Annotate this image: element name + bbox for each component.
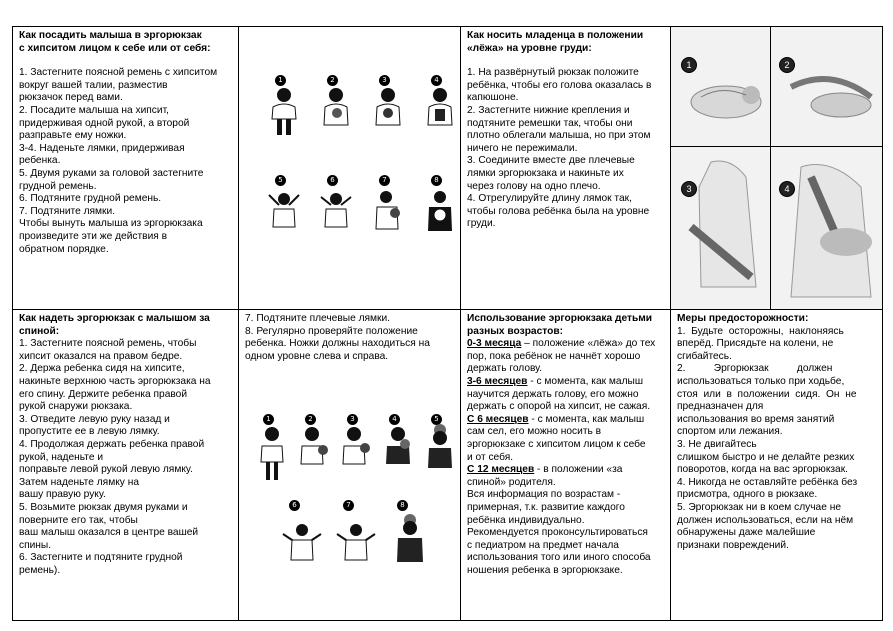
step-line: Затем наденьте лямку на	[19, 476, 139, 488]
step-line: 6. Застегните и подтяните грудной	[19, 552, 183, 564]
step-figure	[387, 500, 433, 560]
step-line: 5. Двумя руками за головой застегните	[19, 167, 204, 179]
baby-carrier-photo-icon	[671, 147, 771, 309]
figure-row-1	[265, 75, 459, 135]
step-line: 2. Посадите малыша на хипсит,	[19, 104, 169, 116]
step-number-badge: 7	[379, 175, 390, 186]
step-line: 5. Возьмите рюкзак двумя руками и	[19, 501, 188, 513]
parent-figure-icon	[421, 175, 459, 235]
step-line: произведите эти же действия в	[19, 230, 168, 242]
step-figure	[295, 414, 333, 474]
age-label: С 12 месяцев	[467, 464, 535, 476]
figure-row-back-1	[253, 414, 459, 474]
parent-figure-icon	[369, 75, 407, 135]
photo-step-1	[671, 27, 771, 147]
photo-step-2	[771, 27, 882, 147]
lying-carry-title-1: Как носить младенца в положении	[467, 30, 644, 41]
age-line: держать с опорой на хипсит, не сажая.	[467, 401, 651, 413]
note-line: Рекомендуется проконсультироваться	[467, 527, 648, 539]
parent-figure-icon	[369, 175, 407, 235]
step-line: ничего не пережимали.	[467, 142, 578, 154]
step-line: ребенка. Ножки должны находиться на	[245, 338, 430, 350]
cell-back-carry	[12, 309, 238, 620]
step-line: 1. На развёрнутый рюкзак положите	[467, 67, 639, 79]
precaution-line: вперёд. Присядьте на колени, не	[677, 338, 834, 350]
note-line: Вся информация по возрастам -	[467, 489, 621, 501]
step-line: спины.	[19, 539, 52, 551]
figure-row-2	[265, 175, 459, 235]
step-line: его спину. Держите ребенка правой	[19, 388, 188, 400]
step-line: пропустите ее в левую лямку.	[19, 426, 160, 438]
age-line	[467, 464, 664, 477]
age-usage-title-2: разных возрастов:	[467, 325, 563, 337]
precaution-line: поворотов, когда на вас эргорюкзак.	[677, 464, 849, 476]
step-line: 7. Подтяните плечевые лямки.	[245, 313, 391, 324]
step-number-badge: 8	[397, 500, 408, 511]
parent-figure-icon	[421, 75, 459, 135]
age-line: держать голову.	[467, 363, 543, 375]
step-number-badge: 4	[389, 414, 400, 425]
baby-carrier-photo-icon	[771, 27, 882, 147]
parent-figure-icon	[279, 500, 325, 566]
age-line: сам сел, его можно носить в	[467, 426, 602, 438]
age-label: С 6 месяцев	[467, 413, 529, 425]
step-line: ваш малыш оказался в центре вашей	[19, 527, 199, 539]
precaution-line: 3. Не двигайтесь	[677, 438, 757, 450]
step-number-badge: 4	[431, 75, 442, 86]
note-line: ребёнка индивидуально.	[467, 514, 585, 526]
step-number-badge: 6	[289, 500, 300, 511]
step-line: через голову на одно плечо.	[467, 180, 601, 192]
back-carry-steps	[19, 338, 232, 577]
age-line: и от себя.	[467, 451, 514, 463]
step-line: 2. Застегните нижние крепления и	[467, 104, 630, 116]
precaution-line: обнаружены даже малейшие	[677, 527, 816, 539]
precaution-line: должен использоваться, если на нём	[677, 514, 854, 526]
parent-figure-icon	[265, 75, 303, 135]
step-line: ребенка.	[19, 155, 61, 167]
precaution-line: спортом или лежания.	[677, 426, 783, 438]
step-number-badge: 2	[327, 75, 338, 86]
parent-figure-icon	[295, 414, 333, 480]
parent-figure-icon	[317, 175, 355, 235]
parent-figure-icon	[387, 500, 433, 566]
step-line: Чтобы вынуть малыша из эргорюкзака	[19, 218, 203, 230]
step-number-badge: 5	[275, 175, 286, 186]
step-line: рукой снаружи рюкзака.	[19, 401, 133, 413]
step-line: рюкзачок перед вами.	[19, 92, 123, 104]
age-text: – положение «лёжа» до тех	[521, 338, 656, 350]
step-line: 3-4. Наденьте лямки, придерживая	[19, 142, 185, 154]
precautions-title: Меры предосторожности:	[677, 313, 809, 324]
precaution-line: предназначен для	[677, 401, 764, 413]
step-line: 7. Подтяните лямки.	[19, 205, 116, 217]
precaution-line: 1. Будьте осторожны, наклоняясь	[677, 325, 844, 337]
precaution-line: сгибайтесь.	[677, 350, 732, 362]
step-line: капюшоне.	[467, 92, 519, 104]
step-number-badge: 7	[343, 500, 354, 511]
step-line: вокруг вашей талии, разместив	[19, 79, 168, 91]
step-line: 2. Держа ребенка сидя на хипсите,	[19, 363, 185, 375]
baby-carrier-photo-icon	[671, 27, 771, 147]
precaution-line: стоя или в положении сидя. Он не	[677, 388, 857, 400]
front-carry-title-1: Как посадить малыша в эргорюкзак	[19, 30, 202, 41]
age-text: - с момента, как малыш	[527, 375, 644, 387]
back-carry-title-1: Как надеть эргорюкзак с малышом за	[19, 313, 210, 324]
age-line	[467, 414, 664, 427]
cell-precautions	[670, 309, 882, 620]
step-number-badge: 6	[327, 175, 338, 186]
photo-number-badge: 3	[681, 181, 697, 197]
cell-back-carry-continued	[238, 309, 460, 620]
precaution-line: 5. Эргорюкзак ни в коем случае не	[677, 501, 841, 513]
step-line: 1. Застегните поясной ремень с хипситом	[19, 67, 218, 79]
baby-carrier-photo-icon	[771, 147, 882, 309]
step-figure	[265, 175, 303, 235]
step-line: лямки эргорюкзака и накиньте их	[467, 167, 624, 179]
step-figure	[279, 500, 325, 560]
cell-front-carry-illustrations	[238, 26, 460, 309]
step-figure	[333, 500, 379, 560]
back-carry-title-2: спиной:	[19, 325, 60, 337]
step-line: разправьте ему ножки.	[19, 130, 127, 142]
note-line: примерная, т.к. развитие каждого	[467, 501, 625, 513]
precaution-line: признаки повреждений.	[677, 539, 789, 551]
step-number-badge: 8	[431, 175, 442, 186]
step-figure	[317, 175, 355, 235]
step-figure	[421, 75, 459, 135]
step-line: рукой, наденьте и	[19, 451, 104, 463]
photo-step-4	[771, 147, 882, 309]
cell-front-carry	[12, 26, 238, 309]
age-line: эргорюкзаке с хипситом лицом к себе	[467, 438, 646, 450]
step-line: хипсит оказался на правом бедре.	[19, 350, 183, 362]
parent-figure-icon	[337, 414, 375, 480]
step-figure	[369, 75, 407, 135]
step-number-badge: 1	[263, 414, 274, 425]
step-line: поверните его так, чтобы	[19, 514, 138, 526]
step-line: поправьте левой рукой левую лямку.	[19, 464, 193, 476]
step-line: подтяните ремешки так, чтобы они	[467, 117, 633, 129]
step-line: грудной ремень.	[19, 180, 97, 192]
parent-figure-icon	[317, 75, 355, 135]
note-line: с педиатром на предмет начала	[467, 539, 619, 551]
step-line: чтобы голова ребёнка была на уровне	[467, 205, 650, 217]
step-line: 4. Отрегулируйте длину лямок так,	[467, 193, 632, 205]
step-figure	[317, 75, 355, 135]
age-line	[467, 376, 664, 389]
step-line: обратном порядке.	[19, 243, 109, 255]
precaution-line: 2. Эргорюкзак должен	[677, 363, 833, 375]
step-line: 4. Продолжая держать ребенка правой	[19, 438, 205, 450]
figure-row-back-2	[279, 500, 433, 560]
step-line: одном уровне слева и справа.	[245, 350, 389, 362]
age-text: - в положении «за	[534, 464, 623, 476]
age-label: 3-6 месяцев	[467, 375, 528, 387]
step-line: 8. Регулярно проверяйте положение	[245, 325, 418, 337]
lying-carry-steps	[467, 67, 664, 231]
step-line: 1. Застегните поясной ремень, чтобы	[19, 338, 197, 350]
age-line: пор, пока ребёнок не начнёт хорошо	[467, 350, 641, 362]
step-figure	[265, 75, 303, 135]
parent-figure-icon	[333, 500, 379, 566]
step-line: 3. Соедините вместе две плечевые	[467, 155, 635, 167]
precaution-line: 4. Никогда не оставляйте ребёнка без	[677, 476, 858, 488]
lying-carry-title-2: «лёжа» на уровне груди:	[467, 42, 592, 54]
front-carry-title-2: с хипситом лицом к себе или от себя:	[19, 42, 211, 54]
age-line: научится держать голову, его можно	[467, 388, 639, 400]
precautions-list	[677, 326, 876, 553]
step-figure	[421, 175, 459, 235]
parent-figure-icon	[379, 414, 417, 480]
step-figure	[369, 175, 407, 235]
step-line: придерживая одной рукой, а второй	[19, 117, 190, 129]
step-line: ремень).	[19, 564, 61, 576]
age-line	[467, 338, 664, 351]
age-label: 0-3 месяца	[467, 338, 522, 350]
age-line: спиной» родителя.	[467, 476, 556, 488]
photo-step-3	[671, 147, 771, 309]
precaution-line: слишком быстро и не делайте резких	[677, 451, 855, 463]
instruction-table	[12, 26, 882, 620]
step-line: вашу правую руку.	[19, 489, 106, 501]
precaution-line: использоваться только при ходьбе,	[677, 375, 845, 387]
photo-number-badge: 4	[779, 181, 795, 197]
cell-lying-carry-photos	[670, 26, 882, 309]
cell-lying-carry	[460, 26, 670, 309]
step-figure	[253, 414, 291, 474]
step-number-badge: 5	[431, 414, 442, 425]
step-number-badge: 3	[347, 414, 358, 425]
parent-figure-icon	[265, 175, 303, 235]
parent-figure-icon	[421, 414, 459, 480]
step-number-badge: 3	[379, 75, 390, 86]
age-usage-title-1: Использование эргорюкзака детьми	[467, 313, 653, 324]
note-line: ношения ребенка в эргорюкзаке.	[467, 564, 623, 576]
cell-age-usage	[460, 309, 670, 620]
step-figure	[421, 414, 459, 474]
note-line: использования того или иного способа	[467, 552, 651, 564]
precaution-line: использования во время занятий	[677, 413, 835, 425]
step-line: 6. Подтяните грудной ремень.	[19, 193, 162, 205]
step-number-badge: 2	[305, 414, 316, 425]
parent-figure-icon	[253, 414, 291, 480]
photo-number-badge: 2	[779, 57, 795, 73]
back-carry-steps-continued	[239, 310, 460, 363]
age-text: - с момента, как малыш	[528, 413, 645, 425]
step-line: плотно облегали малыша, но при этом	[467, 130, 651, 142]
photo-number-badge: 1	[681, 57, 697, 73]
step-number-badge: 1	[275, 75, 286, 86]
step-line: ребёнка, чтобы его голова оказалась в	[467, 79, 652, 91]
step-figure	[379, 414, 417, 474]
step-figure	[337, 414, 375, 474]
front-carry-steps	[19, 67, 232, 256]
precaution-line: присмотра, одного в рюкзаке.	[677, 489, 818, 501]
step-line: груди.	[467, 218, 496, 230]
step-line: 3. Отведите левую руку назад и	[19, 413, 170, 425]
step-line: накиньте верхнюю часть эргорюкзака на	[19, 375, 211, 387]
